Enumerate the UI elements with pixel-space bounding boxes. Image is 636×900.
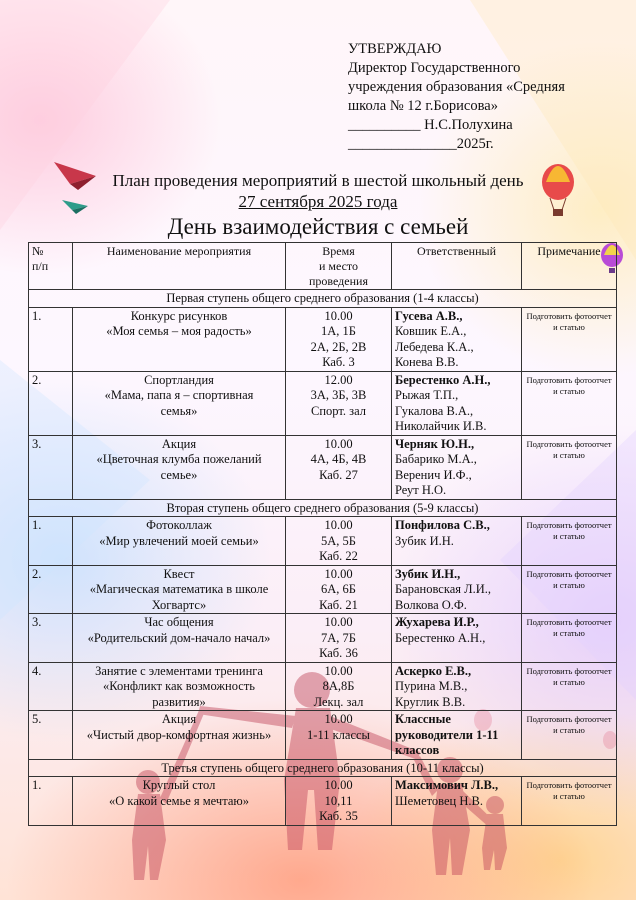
event-name-line: «Чистый двор-комфортная жизнь» bbox=[86, 727, 272, 742]
plan-body bbox=[29, 290, 617, 826]
event-responsible bbox=[392, 662, 522, 711]
event-note: Подготовить фотоотчет и статью bbox=[522, 307, 617, 371]
event-time-line: 10.00 bbox=[324, 615, 353, 629]
responsible-person: Веренич И.Ф., bbox=[395, 467, 472, 482]
event-time-line: Каб. 21 bbox=[319, 597, 358, 612]
responsible-person: Лебедева К.А., bbox=[395, 339, 474, 354]
responsible-person: Шеметовец Н.В. bbox=[395, 793, 483, 808]
event-note: Подготовить фотоотчет и статью bbox=[522, 777, 617, 826]
responsible-person: Николайчик И.В. bbox=[395, 419, 487, 433]
event-responsible bbox=[392, 517, 522, 566]
event-time-place bbox=[286, 371, 392, 435]
event-time-line: 2А, 2Б, 2В bbox=[310, 339, 367, 354]
approval-line: учреждения образования «Средняя bbox=[348, 79, 565, 95]
event-responsible bbox=[392, 777, 522, 826]
responsible-person: Барановская Л.И., bbox=[395, 582, 492, 596]
row-num: 3. bbox=[29, 435, 73, 499]
event-name-line: «Мир увлечений моей семьи» bbox=[99, 533, 259, 548]
row-num: 3. bbox=[29, 614, 73, 663]
event-name-line: Акция bbox=[161, 712, 197, 726]
header-num-line: п/п bbox=[32, 259, 49, 273]
event-time-place bbox=[286, 777, 392, 826]
table-row bbox=[29, 777, 617, 826]
section-title: Первая ступень общего среднего образования (1-4 классы) bbox=[29, 290, 617, 308]
event-time-line: 5А, 5Б bbox=[321, 533, 356, 548]
event-time-place bbox=[286, 565, 392, 614]
event-name-line: Спортландия bbox=[144, 372, 214, 387]
event-time-line: 10,11 bbox=[324, 793, 353, 808]
row-num: 1. bbox=[29, 777, 73, 826]
responsible-person: Зубик И.Н. bbox=[395, 533, 454, 548]
row-num: 1. bbox=[29, 517, 73, 566]
event-name bbox=[73, 371, 286, 435]
section-row bbox=[29, 499, 617, 517]
event-note: Подготовить фотоотчет и статью bbox=[522, 517, 617, 566]
header-time-line: проведения bbox=[309, 274, 368, 288]
event-time-line: 10.00 bbox=[324, 308, 353, 323]
event-name-line: Час общения bbox=[144, 615, 214, 629]
responsible-person: Реут Н.О. bbox=[395, 483, 447, 497]
responsible-person: Гукалова В.А., bbox=[395, 403, 474, 418]
responsible-lead: Понфилова С.В., bbox=[395, 518, 490, 532]
event-time-place bbox=[286, 307, 392, 371]
header-time-line: Время bbox=[322, 244, 355, 258]
approval-signature: __________ Н.С.Полухина bbox=[348, 117, 513, 133]
event-name-line: развития» bbox=[152, 694, 206, 709]
event-time-line: Спорт. зал bbox=[311, 403, 366, 418]
event-time-line: 10.00 bbox=[324, 436, 353, 451]
event-time-line: 10.00 bbox=[324, 518, 353, 532]
responsible-lead: Черняк Ю.Н., bbox=[395, 436, 475, 451]
event-name bbox=[73, 662, 286, 711]
event-name-line: «О какой семье я мечтаю» bbox=[109, 793, 249, 808]
responsible-person: Пурина М.В., bbox=[395, 679, 468, 693]
event-name-line: Круглый стол bbox=[142, 778, 216, 792]
event-note: Подготовить фотоотчет и статью bbox=[522, 371, 617, 435]
plan-table bbox=[28, 242, 617, 826]
event-name-line: Конкурс рисунков bbox=[130, 308, 228, 323]
row-num: 1. bbox=[29, 307, 73, 371]
event-note: Подготовить фотоотчет и статью bbox=[522, 435, 617, 499]
event-time-line: 7А, 7Б bbox=[321, 630, 356, 645]
event-time-line: Каб. 36 bbox=[319, 646, 358, 660]
header-num bbox=[29, 243, 73, 290]
event-time-line: 10.00 bbox=[324, 566, 353, 581]
event-time-line: Лекц. зал bbox=[313, 694, 364, 709]
table-row bbox=[29, 614, 617, 663]
event-name-line: Занятие с элементами тренинга bbox=[95, 663, 263, 678]
plan-title: План проведения мероприятий в шестой школьный день bbox=[112, 171, 524, 190]
event-name bbox=[73, 777, 286, 826]
event-name-line: Хогвартс» bbox=[151, 597, 207, 612]
event-time-line: 12.00 bbox=[324, 372, 353, 387]
event-time-line: 1А, 1Б bbox=[321, 324, 356, 338]
event-name bbox=[73, 711, 286, 760]
header-name: Наименование мероприятия bbox=[73, 243, 286, 290]
event-note: Подготовить фотоотчет и статью bbox=[522, 614, 617, 663]
row-num: 2. bbox=[29, 565, 73, 614]
event-time-line: 8А,8Б bbox=[322, 679, 355, 693]
event-name-line: Акция bbox=[161, 436, 197, 451]
event-time-line: Каб. 35 bbox=[319, 809, 358, 823]
section-title: Вторая ступень общего среднего образования (5-9 классы) bbox=[29, 499, 617, 517]
event-responsible bbox=[392, 371, 522, 435]
responsible-person: Рыжая Т.П., bbox=[395, 388, 459, 402]
event-name-line: «Цветочная клумба пожеланий bbox=[96, 452, 262, 466]
event-note: Подготовить фотоотчет и статью bbox=[522, 565, 617, 614]
event-name-line: «Конфликт как возможность bbox=[102, 679, 256, 693]
event-time-line: 1-11 классы bbox=[307, 727, 370, 742]
event-time-line: Каб. 27 bbox=[319, 467, 358, 482]
event-time-place bbox=[286, 614, 392, 663]
header-resp: Ответственный bbox=[392, 243, 522, 290]
responsible-lead: Гусева А.В., bbox=[395, 308, 463, 323]
plan-theme: День взаимодействия с семьей bbox=[167, 214, 469, 239]
section-title: Третья ступень общего среднего образования (10-11 классы) bbox=[29, 759, 617, 777]
table-row bbox=[29, 371, 617, 435]
event-time-line: 10.00 bbox=[324, 663, 353, 678]
table-row bbox=[29, 307, 617, 371]
event-name-line: «Магическая математика в школе bbox=[89, 582, 269, 596]
event-responsible bbox=[392, 307, 522, 371]
event-name-line: «Моя семья – моя радость» bbox=[106, 324, 252, 338]
table-row bbox=[29, 517, 617, 566]
responsible-lead: Берестенко А.Н., bbox=[395, 372, 491, 387]
row-num: 2. bbox=[29, 371, 73, 435]
event-responsible bbox=[392, 711, 522, 760]
responsible-person: Берестенко А.Н., bbox=[395, 630, 486, 645]
responsible-person: Ковшик Е.А., bbox=[395, 324, 467, 338]
event-name-line: Фотоколлаж bbox=[146, 518, 212, 532]
event-responsible bbox=[392, 435, 522, 499]
event-name bbox=[73, 517, 286, 566]
event-responsible bbox=[392, 614, 522, 663]
event-name-line: семья» bbox=[160, 403, 198, 418]
responsible-person: Бабарико М.А., bbox=[395, 452, 477, 466]
row-num: 5. bbox=[29, 711, 73, 760]
event-name-line: «Мама, папа я – спортивная bbox=[104, 388, 254, 402]
event-name bbox=[73, 565, 286, 614]
event-time-place bbox=[286, 517, 392, 566]
header-time-line: и место bbox=[318, 259, 359, 273]
section-row bbox=[29, 759, 617, 777]
event-responsible bbox=[392, 565, 522, 614]
responsible-lead: Зубик И.Н., bbox=[395, 566, 461, 581]
section-row bbox=[29, 290, 617, 308]
event-time-line: 10.00 bbox=[324, 778, 353, 792]
event-name-line: Квест bbox=[163, 566, 195, 581]
plan-date: 27 сентября 2025 года bbox=[238, 192, 398, 211]
event-time-place bbox=[286, 435, 392, 499]
header-note: Примечание bbox=[522, 243, 617, 290]
event-note: Подготовить фотоотчет и статью bbox=[522, 711, 617, 760]
event-name-line: семье» bbox=[160, 467, 198, 482]
responsible-person: Конева В.В. bbox=[395, 355, 459, 369]
event-time-place bbox=[286, 711, 392, 760]
approval-block bbox=[348, 40, 628, 154]
event-time-line: 3А, 3Б, 3В bbox=[310, 388, 367, 402]
table-header-row bbox=[29, 243, 617, 290]
row-num: 4. bbox=[29, 662, 73, 711]
event-time-line: Каб. 22 bbox=[319, 549, 358, 563]
event-name bbox=[73, 435, 286, 499]
event-note: Подготовить фотоотчет и статью bbox=[522, 662, 617, 711]
responsible-lead: Максимович Л.В., bbox=[395, 778, 499, 792]
approval-date: _______________2025г. bbox=[348, 136, 494, 152]
approval-line: Директор Государственного bbox=[348, 60, 521, 76]
event-name-line: «Родительский дом-начало начал» bbox=[87, 630, 271, 645]
responsible-lead: Аскерко Е.В., bbox=[395, 663, 472, 678]
event-time-line: Каб. 3 bbox=[322, 355, 355, 369]
approval-line: школа № 12 г.Борисова» bbox=[348, 98, 498, 114]
responsible-person: Круглик В.В. bbox=[395, 694, 466, 709]
table-row bbox=[29, 565, 617, 614]
event-time-place bbox=[286, 662, 392, 711]
event-name bbox=[73, 614, 286, 663]
event-time-line: 6А, 6Б bbox=[321, 582, 356, 596]
header-time bbox=[286, 243, 392, 290]
responsible-person: Волкова О.Ф. bbox=[395, 597, 467, 612]
event-time-line: 4А, 4Б, 4В bbox=[310, 452, 367, 466]
responsible-lead: Жухарева И.Р., bbox=[395, 615, 479, 629]
table-row bbox=[29, 662, 617, 711]
header-num-line: № bbox=[32, 244, 44, 258]
approval-heading: УТВЕРЖДАЮ bbox=[348, 41, 442, 57]
event-time-line: 10.00 bbox=[324, 712, 353, 726]
table-row bbox=[29, 711, 617, 760]
event-name bbox=[73, 307, 286, 371]
table-row bbox=[29, 435, 617, 499]
responsible-lead: Классные руководители 1-11 классов bbox=[395, 712, 499, 757]
